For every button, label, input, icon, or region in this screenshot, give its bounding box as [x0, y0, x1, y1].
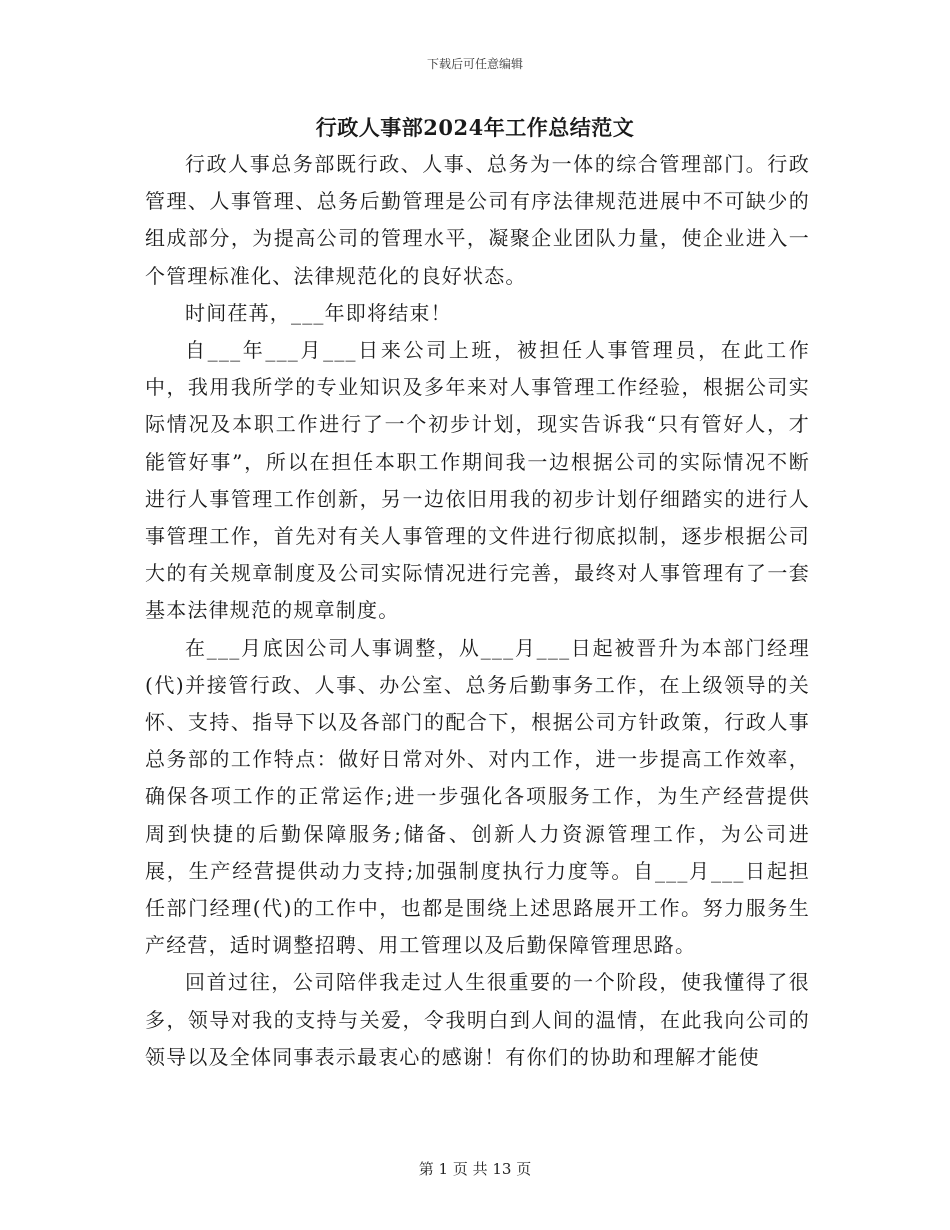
- paragraph: 回首过往，公司陪伴我走过人生很重要的一个阶段，使我懂得了很多，领导对我的支持与关爱，令我明白到人间的温情，在此我向公司的领导以及全体同事表示最衷心的感谢！有你们的协助和理解才能使: [145, 970, 810, 1069]
- header-note: 下载后可任意编辑: [426, 57, 523, 71]
- paragraph: 行政人事总务部既行政、人事、总务为一体的综合管理部门。行政管理、人事管理、总务后勤管理是公司有序法律规范进展中不可缺少的组成部分，为提高公司的管理水平，凝聚企业团队力量，使企业进入一个管理标准化、法律规范化的良好状态。: [145, 152, 810, 288]
- paragraph: 自___年___月___日来公司上班，被担任人事管理员，在此工作中，我用我所学的专业知识及多年来对人事管理工作经验，根据公司实际情况及本职工作进行了一个初步计划，现实告诉我“只有管好人，才能管好事”，所以在担任本职工作期间我一边根据公司的实际情况不断进行人事管理工作创新，另一边依旧用我的初步计划仔细踏实的进行人事管理工作，首先对有关人事管理的文件进行彻底拟制，逐步根据公司大的有关规章制度及公司实际情况进行完善，最终对人事管理有了一套基本法律规范的规章制度。: [145, 338, 810, 623]
- document-title: 行政人事部2024年工作总结范文: [315, 115, 635, 140]
- document-body: [145, 146, 810, 1076]
- paragraph: 在___月底因公司人事调整，从___月___日起被晋升为本部门经理(代)并接管行政、人事、办公室、总务后勤事务工作，在上级领导的关怀、支持、指导下以及各部门的配合下，根据公司方针政策，行政人事总务部的工作特点：做好日常对外、对内工作，进一步提高工作效率，确保各项工作的正常运作;进一步强化各项服务工作，为生产经营提供周到快捷的后勤保障服务;储备、创新人力资源管理工作，为公司进展，生产经营提供动力支持;加强制度执行力度等。自___月___日起担任部门经理(代)的工作中，也都是围绕上述思路展开工作。努力服务生产经营，适时调整招聘、用工管理以及后勤保障管理思路。: [145, 635, 810, 958]
- paragraph: 时间荏苒，___年即将结束！: [185, 300, 452, 325]
- page-footer: 第 1 页 共 13 页: [418, 1160, 532, 1178]
